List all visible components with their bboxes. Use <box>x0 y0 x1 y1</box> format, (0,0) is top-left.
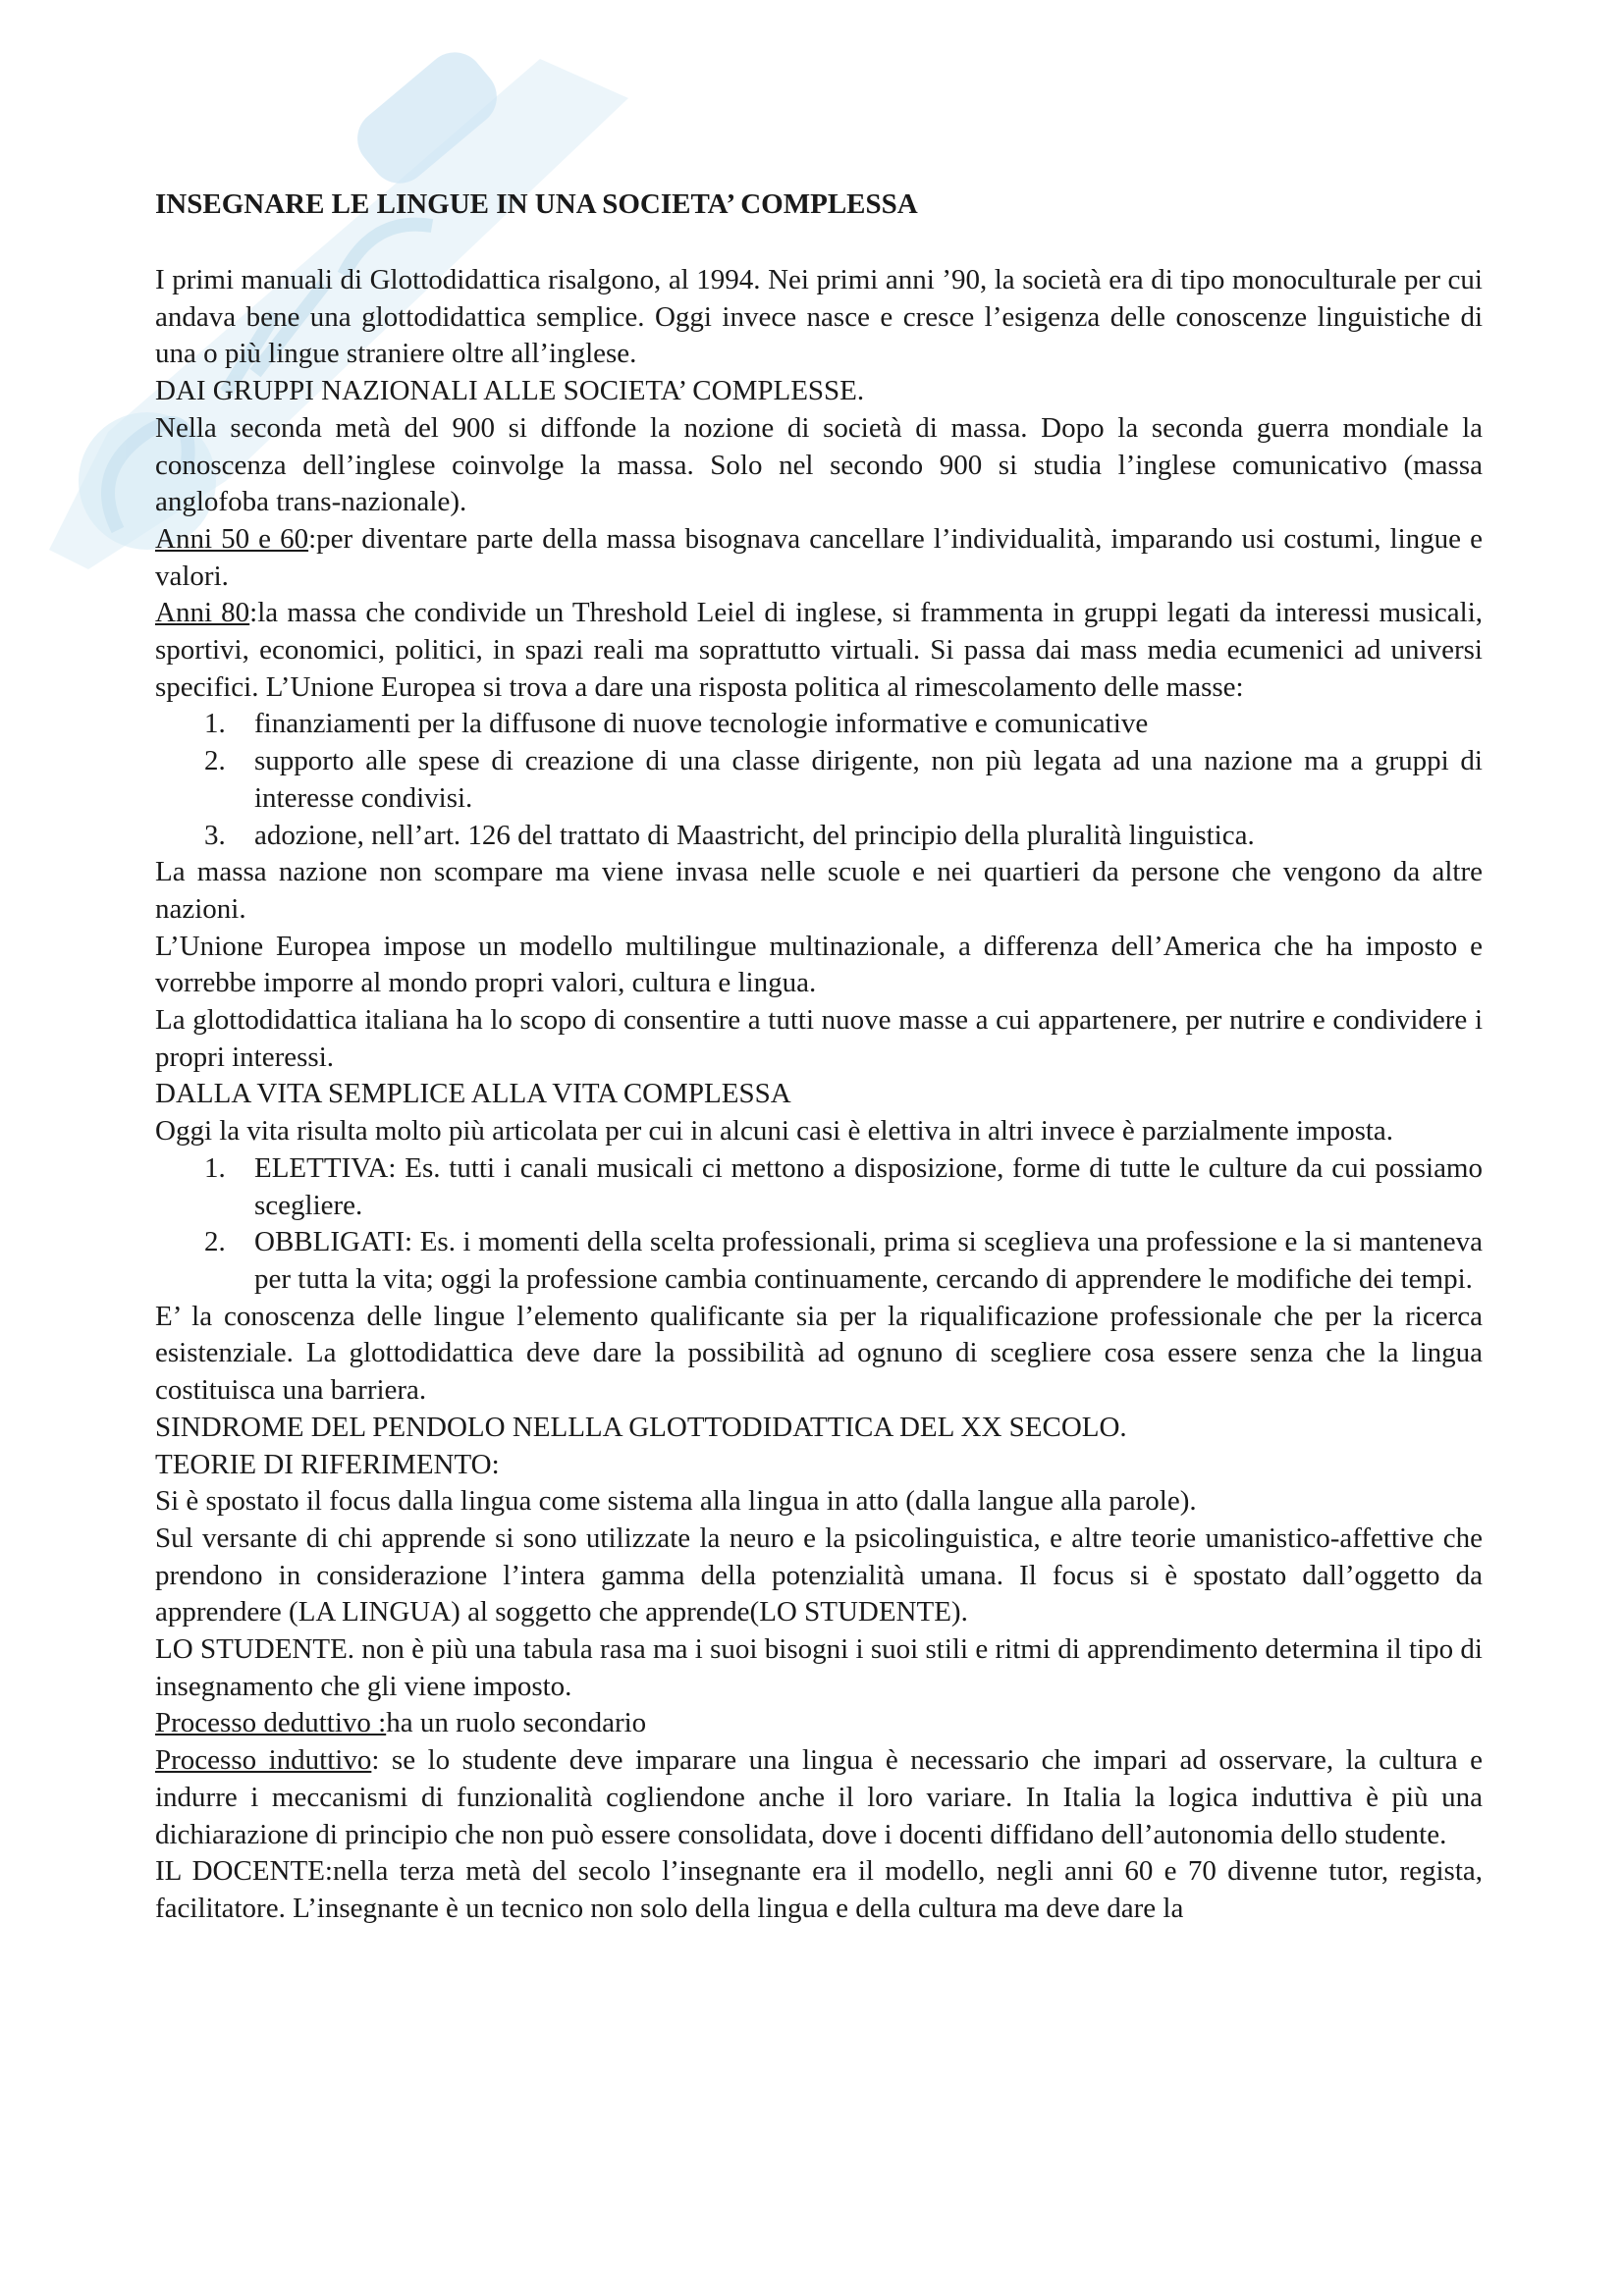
list-text: OBBLIGATI: Es. i momenti della scelta professionali, prima si sceglieva una professione e la si manteneva per tutta la vita; oggi la professione cambia continuamente, cercando di apprendere le modifiche dei tempi. <box>254 1226 1483 1295</box>
list-number: 2. <box>204 745 226 777</box>
list-text: supporto alle spese di creazione di una classe dirigente, non più legata ad una nazione ma a gruppi di interesse condivisi. <box>254 745 1483 814</box>
list-item <box>155 706 1483 743</box>
section-heading-pendolo: SINDROME DEL PENDOLO NELLLA GLOTTODIDATTICA DEL XX SECOLO. <box>155 1411 1127 1443</box>
list-number: 1. <box>204 1151 226 1184</box>
section-heading-gruppi: DAI GRUPPI NAZIONALI ALLE SOCIETA’ COMPLESSE. <box>155 375 865 407</box>
list-vita <box>155 1150 1483 1299</box>
paragraph-vita-articolata: Oggi la vita risulta molto più articolata per cui in alcuni casi è elettiva in altri invece è parzialmente imposta. <box>155 1115 1394 1148</box>
section-heading-vita: DALLA VITA SEMPLICE ALLA VITA COMPLESSA <box>155 1078 791 1110</box>
paragraph-focus: Si è spostato il focus dalla lingua come sistema alla lingua in atto (dalla langue alla parole). <box>155 1485 1197 1518</box>
list-text: adozione, nell’art. 126 del trattato di Maastricht, del principio della pluralità linguistica. <box>254 819 1255 851</box>
paragraph-studente: LO STUDENTE. non è più una tabula rasa ma i suoi bisogni i suoi stili e ritmi di apprendimento determina il tipo di insegnamento che gli viene imposto. <box>155 1633 1483 1702</box>
paragraph-processo-deduttivo <box>155 1705 1483 1742</box>
list-item <box>155 743 1483 817</box>
list-number: 1. <box>204 708 226 740</box>
paragraph-massa-nazione: La massa nazione non scompare ma viene invasa nelle scuole e nei quartieri da persone che vengono da altre nazioni. <box>155 856 1483 925</box>
paragraph-anni-50-60 <box>155 521 1483 595</box>
text-processo-deduttivo: ha un ruolo secondario <box>386 1707 647 1739</box>
paragraph-intro: I primi manuali di Glottodidattica risalgono, al 1994. Nei primi anni ’90, la società era di tipo monoculturale per cui andava bene una glottodidattica semplice. Oggi invece nasce e cresce l’esigenza delle conoscenze linguistiche di una o più lingue straniere oltre all’inglese. <box>155 264 1483 370</box>
paragraph-processo-induttivo <box>155 1742 1483 1853</box>
list-number: 2. <box>204 1226 226 1258</box>
paragraph-conoscenza-lingue: E’ la conoscenza delle lingue l’elemento qualificante sia per la riqualificazione professionale che per la ricerca esistenziale. La glottodidattica deve dare la possibilità ad ognuno di scegliere cosa essere senza che la lingua costituisca una barriera. <box>155 1300 1483 1407</box>
list-item <box>155 1150 1483 1224</box>
label-processo-induttivo: Processo induttivo <box>155 1744 372 1777</box>
paragraph-glottodidattica-italiana: La glottodidattica italiana ha lo scopo di consentire a tutti nuove masse a cui appartenere, per nutrire e condividere i propri interessi. <box>155 1004 1483 1073</box>
text-anni-50-60: :per diventare parte della massa bisognava cancellare l’individualità, imparando usi costumi, lingue e valori. <box>155 522 1483 592</box>
paragraph-modello-multilingue: L’Unione Europea impose un modello multilingue multinazionale, a differenza dell’America che ha imposto e vorrebbe imporre al mondo propri valori, cultura e lingua. <box>155 930 1483 999</box>
document-body <box>155 187 1483 1928</box>
list-text: ELETTIVA: Es. tutti i canali musicali ci mettono a disposizione, forme di tutte le culture da cui possiamo scegliere. <box>254 1151 1483 1221</box>
paragraph-docente: IL DOCENTE:nella terza metà del secolo l’insegnante era il modello, negli anni 60 e 70 divenne tutor, regista, facilitatore. L’insegnante è un tecnico non solo della lingua e della cultura ma deve dare la <box>155 1855 1483 1924</box>
list-text: finanziamenti per la diffusone di nuove tecnologie informative e comunicative <box>254 708 1149 740</box>
text-anni-80: :la massa che condivide un Threshold Leiel di inglese, si frammenta in gruppi legati da interessi musicali, sportivi, economici, politici, in spazi reali ma soprattutto virtuali. Si passa dai mass media ecumenici ad universi specifici. L’Unione Europea si trova a dare una risposta politica al rimescolamento delle masse: <box>155 597 1483 703</box>
text-processo-induttivo: : se lo studente deve imparare una lingua è necessario che impari ad osservare, la cultura e indurre i meccanismi di funzionalità cogliendone anche il loro variare. In Italia la logica induttiva è più una dichiarazione di principio che non può essere consolidata, dove i docenti diffidano dell’autonomia dello studente. <box>155 1744 1483 1850</box>
paragraph-anni-80 <box>155 595 1483 706</box>
section-heading-teorie: TEORIE DI RIFERIMENTO: <box>155 1448 500 1480</box>
label-anni-50-60: Anni 50 e 60 <box>155 522 309 555</box>
paragraph-chi-apprende: Sul versante di chi apprende si sono utilizzate la neuro e la psicolinguistica, e altre teorie umanistico-affettive che prendono in considerazione l’intera gamma della potenzialità umana. Il focus si è spostato dall’oggetto da apprendere (LA LINGUA) al soggetto che apprende(LO STUDENTE). <box>155 1522 1483 1629</box>
list-number: 3. <box>204 819 226 851</box>
label-anni-80: Anni 80 <box>155 597 250 629</box>
label-processo-deduttivo: Processo deduttivo : <box>155 1707 387 1739</box>
list-item <box>155 1224 1483 1298</box>
list-item <box>155 818 1483 855</box>
list-unione-europea <box>155 706 1483 854</box>
paragraph-massa: Nella seconda metà del 900 si diffonde la nozione di società di massa. Dopo la seconda guerra mondiale la conoscenza dell’inglese coinvolge la massa. Solo nel secondo 900 si studia l’inglese comunicativo (massa anglofoba trans-nazionale). <box>155 411 1483 518</box>
document-title: INSEGNARE LE LINGUE IN UNA SOCIETA’ COMPLESSA <box>155 188 918 220</box>
